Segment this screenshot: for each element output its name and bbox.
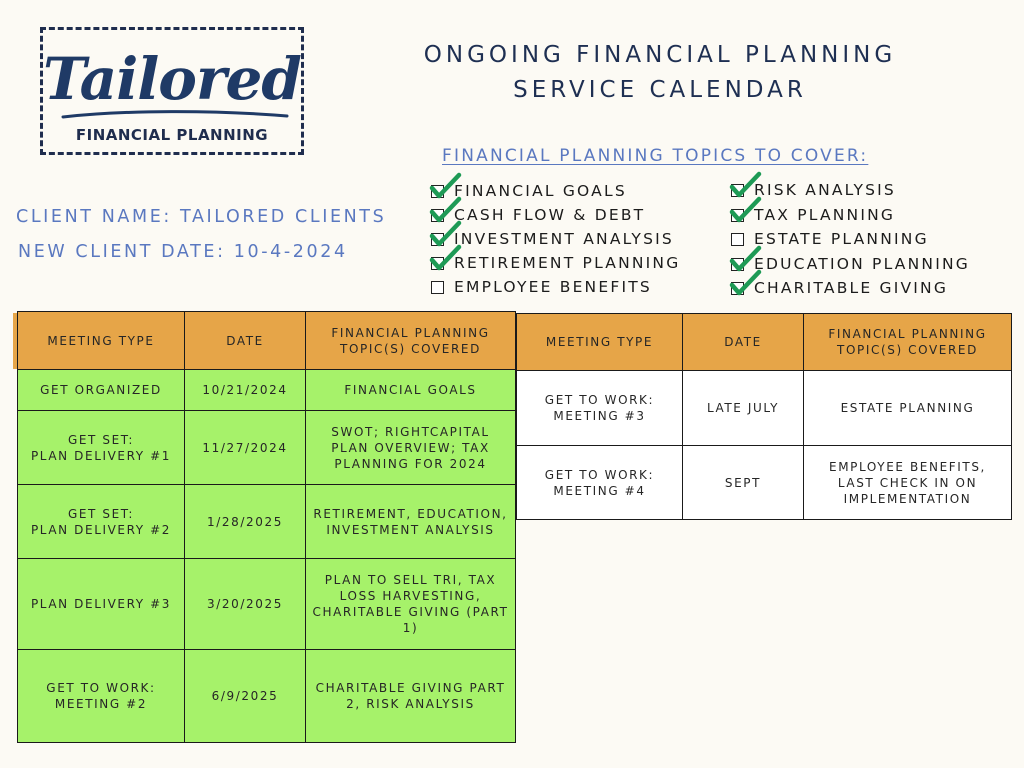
topic-item <box>431 253 721 277</box>
topic-label: EMPLOYEE BENEFITS <box>454 278 652 296</box>
logo-script-text: Tailored <box>43 45 301 113</box>
header-meeting-type: MEETING TYPE <box>18 312 185 370</box>
topic-item <box>431 181 721 205</box>
topic-item <box>431 205 721 229</box>
cell-meeting-type: GET TO WORK: MEETING #4 <box>517 446 683 520</box>
header-date: DATE <box>185 312 306 370</box>
logo <box>40 27 304 155</box>
cell-date: SEPT <box>683 446 804 520</box>
topic-item <box>731 254 1021 278</box>
cell-topics: ESTATE PLANNING <box>804 371 1012 446</box>
topic-label: RISK ANALYSIS <box>754 181 896 199</box>
topics-heading: FINANCIAL PLANNING TOPICS TO COVER: <box>442 146 869 166</box>
topic-label: CHARITABLE GIVING <box>754 279 949 297</box>
table-row <box>517 371 1012 446</box>
client-name: CLIENT NAME: TAILORED CLIENTS <box>16 207 387 227</box>
topic-label: INVESTMENT ANALYSIS <box>454 230 674 248</box>
topic-item <box>731 278 1021 302</box>
topic-label: CASH FLOW & DEBT <box>454 206 646 224</box>
topic-label: FINANCIAL GOALS <box>454 182 627 200</box>
cell-topics: FINANCIAL GOALS <box>306 370 516 411</box>
schedule-table-right <box>516 313 1012 520</box>
cell-meeting-type: GET SET: PLAN DELIVERY #1 <box>18 411 185 485</box>
page-title-line2: SERVICE CALENDAR <box>513 77 807 103</box>
topic-label: RETIREMENT PLANNING <box>454 254 681 272</box>
table-row <box>18 370 516 411</box>
topic-item <box>731 180 1021 204</box>
cell-date: 6/9/2025 <box>185 650 306 743</box>
logo-subtitle: FINANCIAL PLANNING <box>75 126 269 144</box>
header-topics-covered: FINANCIAL PLANNING TOPIC(S) COVERED <box>804 314 1012 371</box>
cell-date: LATE JULY <box>683 371 804 446</box>
topic-label: ESTATE PLANNING <box>754 230 929 248</box>
schedule-table-left <box>17 311 516 743</box>
cell-date: 11/27/2024 <box>185 411 306 485</box>
cell-date: 10/21/2024 <box>185 370 306 411</box>
topic-label: TAX PLANNING <box>754 205 896 224</box>
logo-swoosh-icon <box>55 108 295 122</box>
cell-date: 1/28/2025 <box>185 485 306 559</box>
table-row <box>18 650 516 743</box>
cell-meeting-type: PLAN DELIVERY #3 <box>18 559 185 650</box>
table-row <box>18 559 516 650</box>
cell-meeting-type: GET TO WORK: MEETING #2 <box>18 650 185 743</box>
cell-meeting-type: GET TO WORK: MEETING #3 <box>517 371 683 446</box>
page-title-line1: ONGOING FINANCIAL PLANNING <box>423 42 897 68</box>
cell-topics: EMPLOYEE BENEFITS, LAST CHECK IN ON IMPLEMENTATION <box>804 446 1012 520</box>
topic-label: EDUCATION PLANNING <box>754 254 970 273</box>
cell-meeting-type: GET ORGANIZED <box>18 370 185 411</box>
cell-meeting-type: GET SET: PLAN DELIVERY #2 <box>18 485 185 559</box>
table-row <box>517 446 1012 520</box>
cell-topics: SWOT; RIGHTCAPITAL PLAN OVERVIEW; TAX PLANNING FOR 2024 <box>306 411 516 485</box>
checkbox-unchecked <box>431 281 444 294</box>
client-date: NEW CLIENT DATE: 10-4-2024 <box>18 242 348 262</box>
topic-item <box>731 205 1021 229</box>
header-meeting-type: MEETING TYPE <box>517 314 683 371</box>
header-topics-covered: FINANCIAL PLANNING TOPIC(S) COVERED <box>306 312 516 370</box>
cell-topics: PLAN TO SELL TRI, TAX LOSS HARVESTING, CHARITABLE GIVING (PART 1) <box>306 559 516 650</box>
header-date: DATE <box>683 314 804 371</box>
topic-item <box>431 229 721 253</box>
topic-item <box>431 277 721 301</box>
table-row <box>18 485 516 559</box>
cell-topics: CHARITABLE GIVING PART 2, RISK ANALYSIS <box>306 650 516 743</box>
table-row <box>18 411 516 485</box>
cell-topics: RETIREMENT, EDUCATION, INVESTMENT ANALYSIS <box>306 485 516 559</box>
topic-item <box>731 229 1021 253</box>
cell-date: 3/20/2025 <box>185 559 306 650</box>
